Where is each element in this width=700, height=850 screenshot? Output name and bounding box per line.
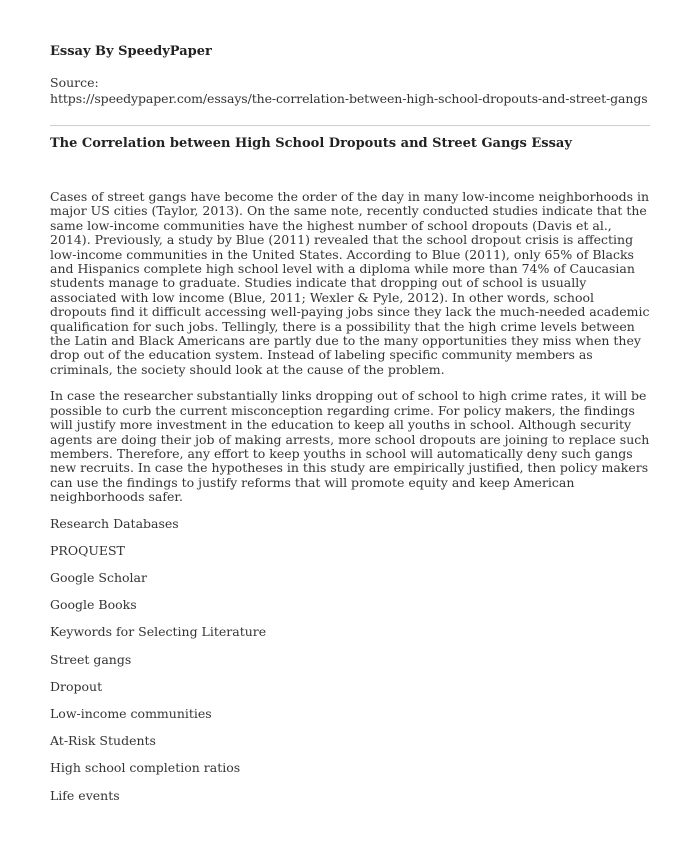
- list-item-google-scholar: Google Scholar: [50, 569, 147, 585]
- source-label: Source:: [50, 75, 99, 90]
- list-item-keywords-heading: Keywords for Selecting Literature: [50, 624, 267, 640]
- list-item-street-gangs: Street gangs: [50, 651, 132, 667]
- list-item-low-income-communities: Low-income communities: [50, 705, 212, 721]
- essay-paragraph-1: Cases of street gangs have become the order of the day in many low-income neighborhoods in major US cities (Taylor, 2013). On the same note, recently conducted studies indicate that the same low-income communities have the highest number of school dropouts (Davis et al., 2014). Previously, a study by Blue (2011) revealed that the school dropout crisis is affecting low-income communities in the United States. According to Blue (2011), only 65% of Blacks and Hispanics complete high school level with a diploma while more than 74% of Caucasian students manage to graduate. Studies indicate that dropping out of school is usually associated with low income (Blue, 2011; Wexler & Pyle, 2012). In other words, school dropouts find it difficult accessing well-paying jobs since they lack the much-needed academic qualification for such jobs. Tellingly, there is a possibility that the high crime levels between the Latin and Black Americans are partly due to the many opportunities they miss when they drop out of the education system. Instead of labeling specific community members as criminals, the society should look at the cause of the problem.: [50, 189, 650, 377]
- list-item-life-events: Life events: [50, 787, 120, 803]
- header-divider: [50, 125, 650, 126]
- source-url-link[interactable]: https://speedypaper.com/essays/the-correlation-between-high-school-dropouts-and-street-gangs: [50, 91, 648, 106]
- list-item-dropout: Dropout: [50, 678, 103, 694]
- source-block: [50, 75, 650, 107]
- list-item-completion-ratios: High school completion ratios: [50, 760, 241, 776]
- list-item-research-databases: Research Databases: [50, 515, 179, 531]
- research-list: [50, 517, 650, 803]
- essay-paragraph-2: In case the researcher substantially links dropping out of school to high crime rates, it will be possible to curb the current misconception regarding crime. For policy makers, the findings will justify more investment in the education to keep all youths in school. Although security agents are doing their job of making arrests, more school dropouts are joining to replace such members. Therefore, any effort to keep youths in school will automatically deny such gangs new recruits. In case the hypotheses in this study are empirically justified, then policy makers can use the findings to justify reforms that will promote equity and keep American neighborhoods safer.: [50, 388, 650, 505]
- site-title: Essay By SpeedyPaper: [50, 44, 212, 59]
- list-item-google-books: Google Books: [50, 597, 137, 613]
- essay-title: The Correlation between High School Dropouts and Street Gangs Essay: [50, 136, 572, 151]
- list-item-at-risk-students: At-Risk Students: [50, 733, 156, 749]
- list-item-proquest: PROQUEST: [50, 542, 125, 558]
